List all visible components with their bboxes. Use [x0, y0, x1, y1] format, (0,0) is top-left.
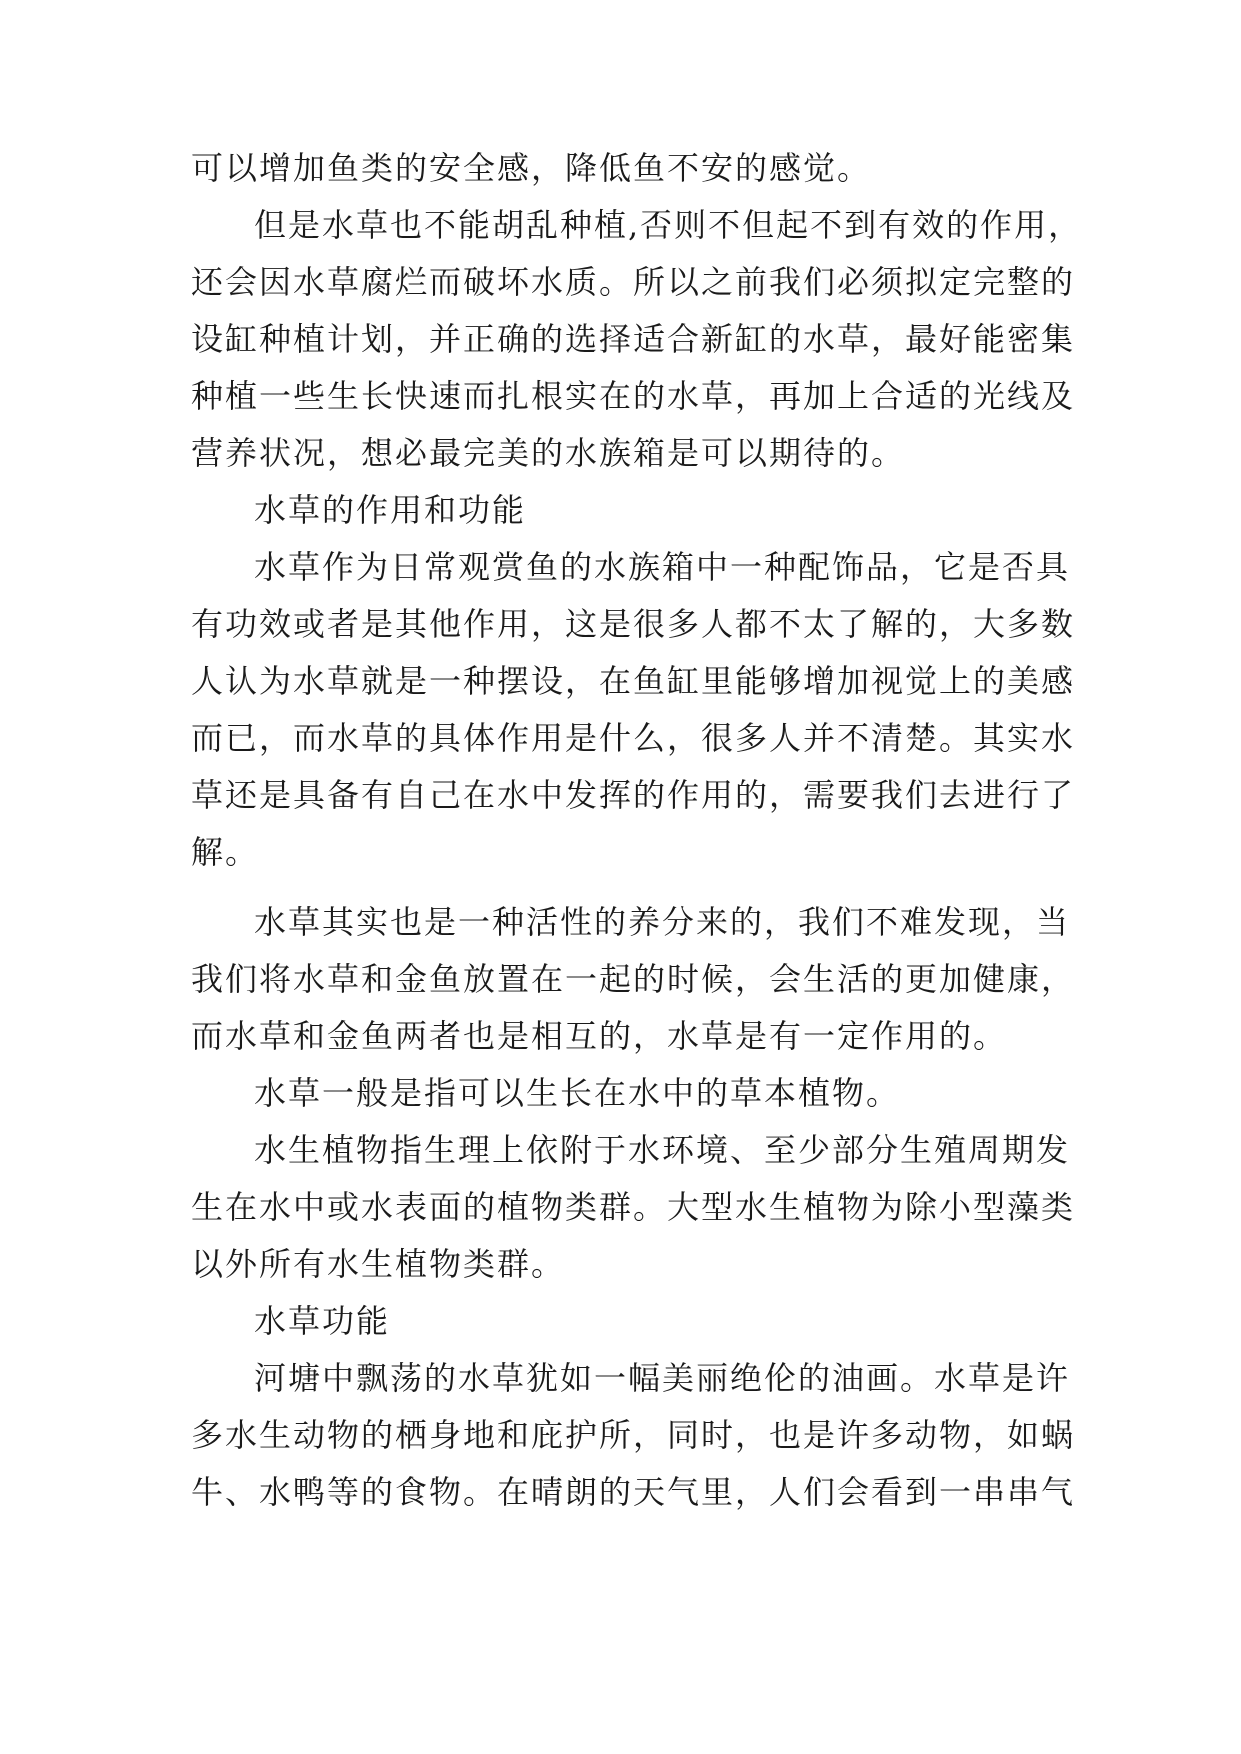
text-line-1: 可以增加鱼类的安全感，降低鱼不安的感觉。 — [191, 149, 872, 187]
text-line-24: 牛、水鸭等的食物。在晴朗的天气里，人们会看到一串串气 — [191, 1473, 1076, 1511]
text-line-12: 草还是具备有自己在水中发挥的作用的，需要我们去进行了 — [191, 776, 1076, 814]
text-line-10: 人认为水草就是一种摆设，在鱼缸里能够增加视觉上的美感 — [191, 662, 1076, 700]
text-line-23: 多水生动物的栖身地和庇护所，同时，也是许多动物，如蜗 — [191, 1416, 1076, 1454]
text-line-8: 水草作为日常观赏鱼的水族箱中一种配饰品，它是否具 — [254, 548, 1071, 586]
text-line-22: 河塘中飘荡的水草犹如一幅美丽绝伦的油画。水草是许 — [254, 1359, 1071, 1397]
text-line-16: 而水草和金鱼两者也是相互的，水草是有一定作用的。 — [191, 1017, 1008, 1055]
text-line-2: 但是水草也不能胡乱种植,否则不但起不到有效的作用， — [254, 206, 1083, 244]
text-line-17: 水草一般是指可以生长在水中的草本植物。 — [254, 1074, 901, 1112]
section-heading-1: 水草的作用和功能 — [254, 491, 527, 529]
text-line-20: 以外所有水生植物类群。 — [191, 1245, 566, 1283]
text-line-11: 而已，而水草的具体作用是什么，很多人并不清楚。其实水 — [191, 719, 1076, 757]
text-line-3: 还会因水草腐烂而破坏水质。所以之前我们必须拟定完整的 — [191, 263, 1076, 301]
text-line-14: 水草其实也是一种活性的养分来的，我们不难发现，当 — [254, 903, 1071, 941]
text-line-4: 设缸种植计划，并正确的选择适合新缸的水草，最好能密集 — [191, 320, 1076, 358]
text-line-13: 解。 — [191, 833, 260, 871]
text-line-18: 水生植物指生理上依附于水环境、至少部分生殖周期发 — [254, 1131, 1071, 1169]
text-line-5: 种植一些生长快速而扎根实在的水草，再加上合适的光线及 — [191, 377, 1076, 415]
text-line-19: 生在水中或水表面的植物类群。大型水生植物为除小型藻类 — [191, 1188, 1076, 1226]
section-heading-2: 水草功能 — [254, 1302, 391, 1340]
text-line-9: 有功效或者是其他作用，这是很多人都不太了解的，大多数 — [191, 605, 1076, 643]
text-line-6: 营养状况，想必最完美的水族箱是可以期待的。 — [191, 434, 906, 472]
text-line-15: 我们将水草和金鱼放置在一起的时候，会生活的更加健康， — [191, 960, 1076, 998]
